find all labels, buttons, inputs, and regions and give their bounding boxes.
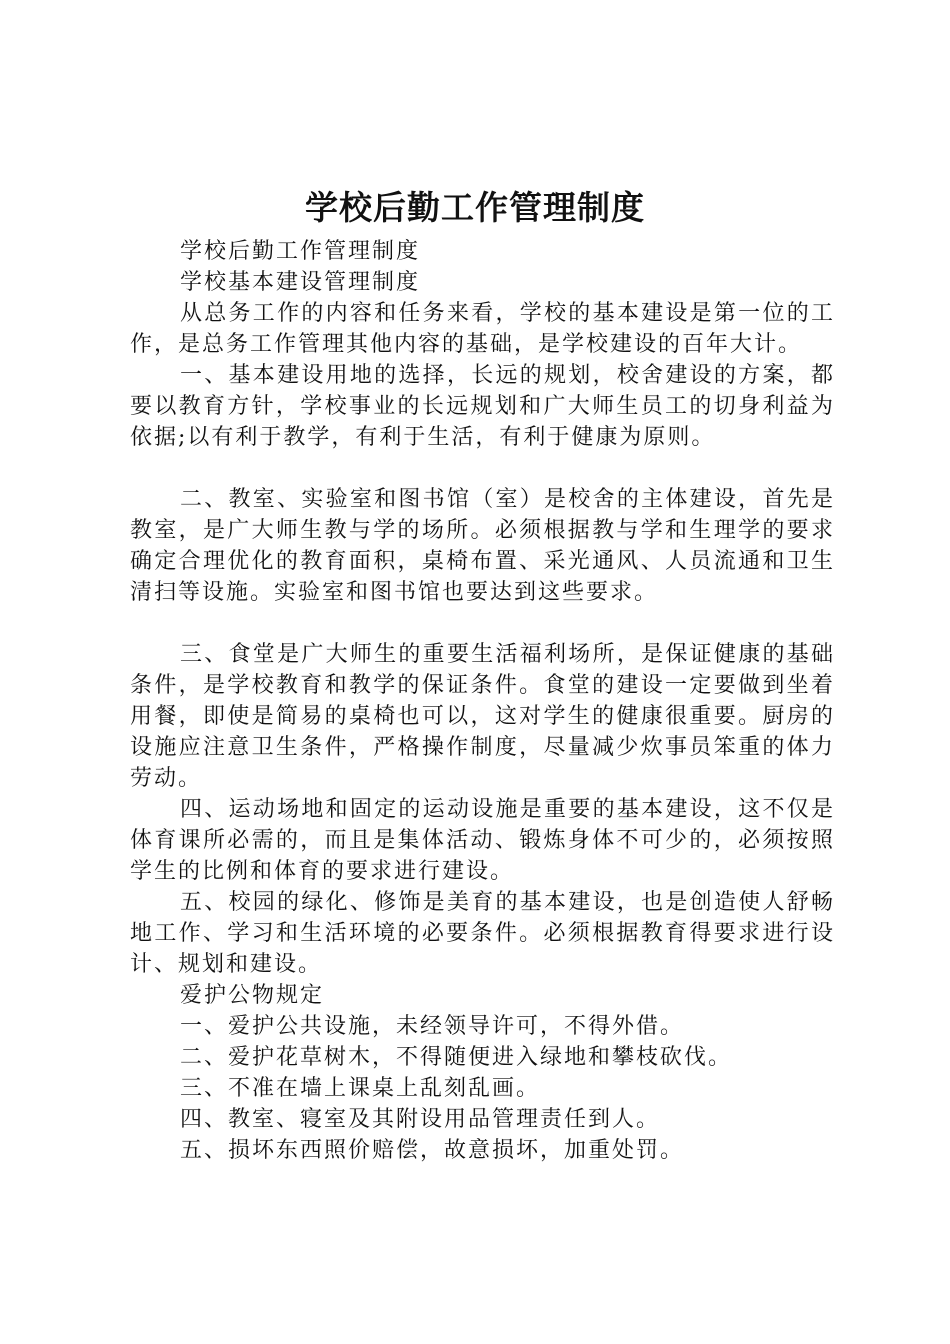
paragraph-item-3: 三、食堂是广大师生的重要生活福利场所，是保证健康的基础条件，是学校教育和教学的保证条件。食堂的建设一定要做到坐着用餐，即使是简易的桌椅也可以，这对学生的健康很重要。厨房的设施应注意卫生条件，严格操作制度，尽量减少炊事员笨重的体力劳动。 (130, 642, 835, 791)
paragraph-rule-1: 一、爱护公共设施，未经领导许可，不得外借。 (180, 1014, 685, 1039)
paragraph-rule-2: 二、爱护花草树木，不得随便进入绿地和攀枝砍伐。 (180, 1045, 733, 1070)
paragraph-item-2: 二、教室、实验室和图书馆（室）是校舍的主体建设，首先是教室，是广大师生教与学的场所。必须根据教与学和生理学的要求确定合理优化的教育面积，桌椅布置、采光通风、人员流通和卫生清扫等设施。实验室和图书馆也要达到这些要求。 (130, 487, 835, 605)
document-body (130, 236, 835, 1166)
document-title: 学校后勤工作管理制度 (305, 188, 645, 227)
paragraph-rule-3: 三、不准在墙上课桌上乱刻乱画。 (180, 1076, 541, 1101)
paragraph-section-heading: 学校基本建设管理制度 (180, 270, 421, 295)
paragraph-rules-heading: 爱护公物规定 (180, 983, 325, 1008)
paragraph-subtitle: 学校后勤工作管理制度 (180, 239, 421, 264)
paragraph-rule-4: 四、教室、寝室及其附设用品管理责任到人。 (180, 1107, 661, 1132)
paragraph-intro: 从总务工作的内容和任务来看，学校的基本建设是第一位的工作，是总务工作管理其他内容的基础，是学校建设的百年大计。 (130, 301, 835, 357)
paragraph-rule-5: 五、损坏东西照价赔偿，故意损坏，加重处罚。 (180, 1138, 685, 1163)
paragraph-item-1: 一、基本建设用地的选择，长远的规划，校舍建设的方案，都要以教育方针，学校事业的长远规划和广大师生员工的切身利益为依据;以有利于教学，有利于生活，有利于健康为原则。 (130, 363, 835, 450)
paragraph-item-5: 五、校园的绿化、修饰是美育的基本建设，也是创造使人舒畅地工作、学习和生活环境的必要条件。必须根据教育得要求进行设计、规划和建设。 (130, 890, 835, 977)
paragraph-item-4: 四、运动场地和固定的运动设施是重要的基本建设，这不仅是体育课所必需的，而且是集体活动、锻炼身体不可少的，必须按照学生的比例和体育的要求进行建设。 (130, 797, 835, 884)
